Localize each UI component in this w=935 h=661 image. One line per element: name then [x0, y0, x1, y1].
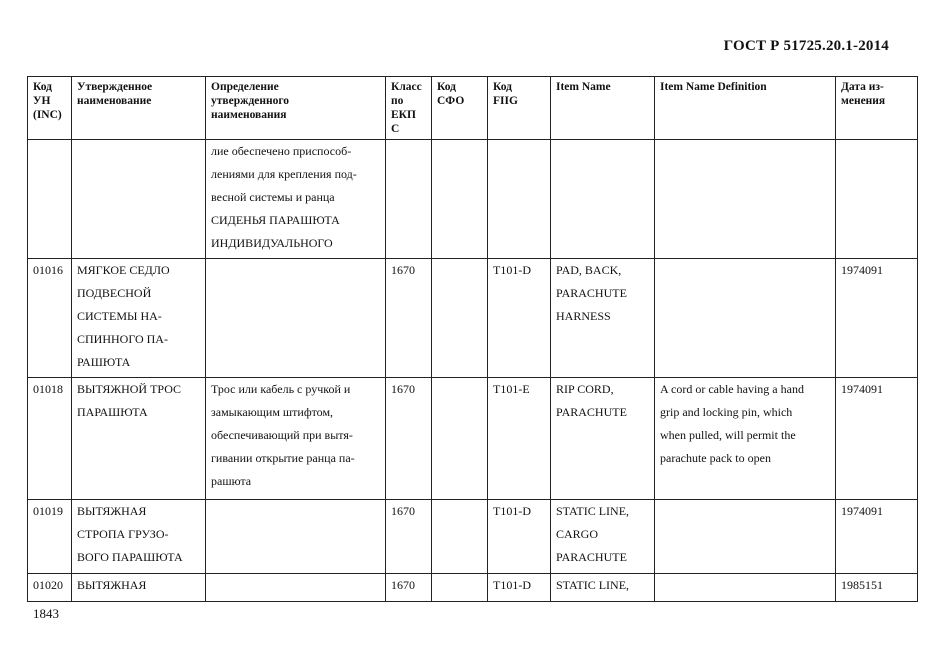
cell-line: STATIC LINE, — [556, 578, 630, 592]
cell-sfo — [432, 140, 488, 259]
cell-class — [386, 574, 432, 602]
cell-fiig — [488, 140, 551, 259]
table-row — [28, 574, 918, 602]
cell-line: STATIC LINE, — [556, 504, 630, 518]
cell-line: замыкающим штифтом, — [211, 405, 334, 419]
cell-line: CARGO — [556, 527, 599, 541]
cell-line: СИСТЕМЫ НА- — [77, 309, 162, 323]
header-col-fiig — [488, 77, 551, 140]
cell-name — [72, 140, 206, 259]
header-col-name — [72, 77, 206, 140]
cell-line: T101-E — [493, 382, 530, 396]
document-standard-code: ГОСТ Р 51725.20.1-2014 — [723, 38, 889, 54]
header-line: по — [391, 95, 404, 107]
cell-line: ВЫТЯЖНОЙ ТРОС — [77, 382, 182, 396]
cell-sfo — [432, 378, 488, 500]
cell-line: МЯГКОЕ СЕДЛО — [77, 263, 170, 277]
cell-inc — [28, 259, 72, 378]
header-col-class — [386, 77, 432, 140]
cell-name — [72, 574, 206, 602]
cell-name — [72, 500, 206, 574]
header-line: Код — [437, 81, 457, 93]
header-line: утвержденного — [211, 95, 290, 107]
header-col-item-name — [551, 77, 655, 140]
cell-line: 1974091 — [841, 504, 883, 518]
cell-line: ПАРАШЮТА — [77, 405, 148, 419]
header-line: Код — [493, 81, 513, 93]
cell-class — [386, 378, 432, 500]
header-line: Класс — [391, 81, 422, 93]
cell-line: 01018 — [33, 382, 63, 396]
cell-line: ИНДИВИДУАЛЬНОГО — [211, 236, 333, 250]
table-row — [28, 259, 918, 378]
cell-line: PARACHUTE — [556, 286, 627, 300]
cell-line: HARNESS — [556, 309, 611, 323]
cell-class — [386, 259, 432, 378]
cell-line: when pulled, will permit the — [660, 428, 796, 442]
header-line: СФО — [437, 95, 465, 107]
cell-line: 01016 — [33, 263, 63, 277]
table-body — [28, 140, 918, 602]
header-line: Item Name Definition — [660, 81, 767, 93]
cell-line: 01020 — [33, 578, 63, 592]
table-row — [28, 500, 918, 574]
cell-fiig — [488, 259, 551, 378]
table-header-row — [28, 77, 918, 140]
cell-line: лениями для крепления под- — [211, 167, 357, 181]
header-line: Определение — [211, 81, 279, 93]
cell-name — [72, 259, 206, 378]
cell-line: PARACHUTE — [556, 550, 627, 564]
cell-definition — [206, 259, 386, 378]
table-row — [28, 140, 918, 259]
cell-line: 1670 — [391, 504, 415, 518]
cell-item-definition — [655, 500, 836, 574]
cell-name — [72, 378, 206, 500]
cell-date — [836, 140, 918, 259]
header-col-inc — [28, 77, 72, 140]
cell-definition — [206, 140, 386, 259]
cell-item-name — [551, 259, 655, 378]
cell-line: grip and locking pin, which — [660, 405, 793, 419]
cell-inc — [28, 574, 72, 602]
cell-line: весной системы и ранца — [211, 190, 335, 204]
cell-item-definition — [655, 140, 836, 259]
cell-line: PAD, BACK, — [556, 263, 622, 277]
cell-inc — [28, 378, 72, 500]
cell-line: T101-D — [493, 578, 531, 592]
header-line: Дата из- — [841, 81, 884, 93]
cell-item-name — [551, 574, 655, 602]
cell-item-definition — [655, 259, 836, 378]
table-row — [28, 378, 918, 500]
cell-line: ВЫТЯЖНАЯ — [77, 578, 147, 592]
header-line: ЕКП — [391, 109, 416, 121]
header-line: Код — [33, 81, 53, 93]
cell-line: T101-D — [493, 263, 531, 277]
cell-line: 1985151 — [841, 578, 883, 592]
header-line: УН — [33, 95, 51, 107]
cell-line: РАШЮТА — [77, 355, 131, 369]
cell-item-definition — [655, 378, 836, 500]
cell-sfo — [432, 574, 488, 602]
header-line: (INC) — [33, 109, 62, 121]
cell-fiig — [488, 378, 551, 500]
header-line: менения — [841, 95, 886, 107]
cell-line: RIP CORD, — [556, 382, 614, 396]
cell-line: T101-D — [493, 504, 531, 518]
cell-item-name — [551, 500, 655, 574]
cell-line: 01019 — [33, 504, 63, 518]
cell-item-name — [551, 140, 655, 259]
cell-sfo — [432, 259, 488, 378]
cell-date — [836, 574, 918, 602]
header-line: наименования — [211, 109, 287, 121]
cell-class — [386, 500, 432, 574]
cell-line: СПИННОГО ПА- — [77, 332, 168, 346]
cell-line: лие обеспечено приспособ- — [211, 144, 352, 158]
cell-sfo — [432, 500, 488, 574]
cell-fiig — [488, 500, 551, 574]
cell-line: гивании открытие ранца па- — [211, 451, 355, 465]
page-number: 1843 — [33, 606, 59, 621]
cell-line: parachute pack to open — [660, 451, 771, 465]
header-col-date — [836, 77, 918, 140]
cell-line: 1670 — [391, 263, 415, 277]
cell-line: 1670 — [391, 578, 415, 592]
cell-line: рашюта — [211, 474, 252, 488]
cell-line: ВОГО ПАРАШЮТА — [77, 550, 183, 564]
header-line: Item Name — [556, 81, 611, 93]
header-line: наименование — [77, 95, 152, 107]
cell-line: СТРОПА ГРУЗО- — [77, 527, 169, 541]
cell-line: СИДЕНЬЯ ПАРАШЮТА — [211, 213, 340, 227]
header-col-sfo — [432, 77, 488, 140]
cell-line: обеспечивающий при вытя- — [211, 428, 353, 442]
header-line: Утвержденное — [77, 81, 153, 93]
cell-line: ПОДВЕСНОЙ — [77, 286, 152, 300]
header-col-item-definition — [655, 77, 836, 140]
cell-definition — [206, 378, 386, 500]
cell-definition — [206, 500, 386, 574]
cell-line: A cord or cable having a hand — [660, 382, 804, 396]
cell-date — [836, 378, 918, 500]
header-line: С — [391, 123, 400, 135]
cell-fiig — [488, 574, 551, 602]
cell-line: 1974091 — [841, 263, 883, 277]
cell-line: ВЫТЯЖНАЯ — [77, 504, 147, 518]
cell-date — [836, 259, 918, 378]
header-line: FIIG — [493, 95, 518, 107]
header-col-definition — [206, 77, 386, 140]
registry-table — [27, 76, 918, 602]
cell-date — [836, 500, 918, 574]
cell-line: 1670 — [391, 382, 415, 396]
cell-line: PARACHUTE — [556, 405, 627, 419]
cell-item-name — [551, 378, 655, 500]
cell-inc — [28, 500, 72, 574]
cell-inc — [28, 140, 72, 259]
cell-item-definition — [655, 574, 836, 602]
cell-line: Трос или кабель с ручкой и — [211, 382, 351, 396]
cell-line: 1974091 — [841, 382, 883, 396]
cell-definition — [206, 574, 386, 602]
cell-class — [386, 140, 432, 259]
